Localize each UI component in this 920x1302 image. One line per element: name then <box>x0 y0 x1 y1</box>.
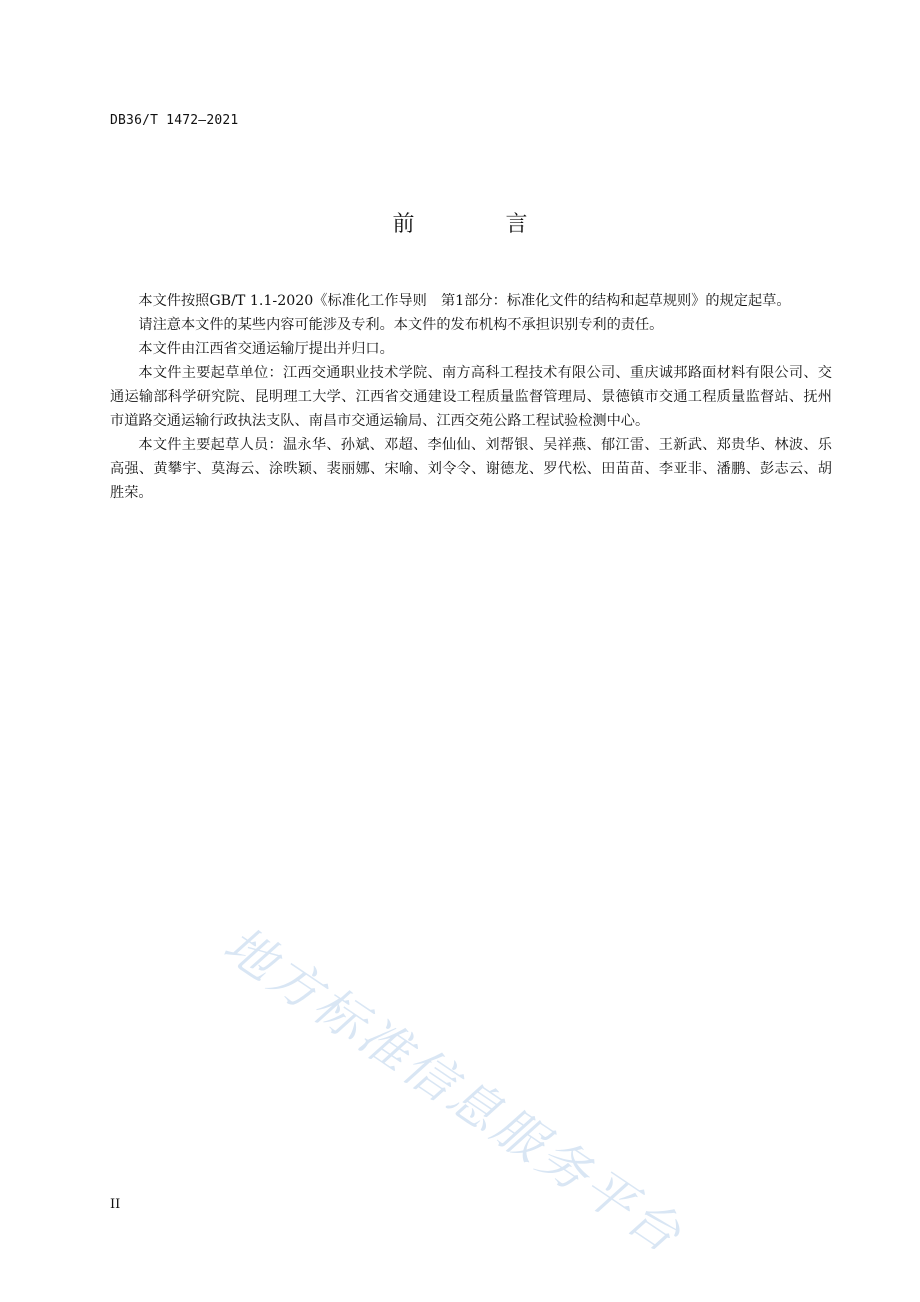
page-title: 前 言 <box>392 212 570 237</box>
paragraph-drafters: 本文件主要起草人员：温永华、孙斌、邓超、李仙仙、刘帮银、吴祥燕、郁江雷、王新武、郑贵华、林波、乐高强、黄攀宇、莫海云、涂昳颖、裴丽娜、宋喻、刘令令、谢德龙、罗代松、田苗苗、李亚非、潘鹏、彭志云、胡胜荣。 <box>110 437 832 501</box>
foreword-body <box>110 289 832 505</box>
paragraph-proposer: 本文件由江西省交通运输厅提出并归口。 <box>138 341 394 357</box>
page-number: II <box>110 1197 121 1212</box>
watermark: 地方标准信息服务平台 <box>213 915 694 1266</box>
paragraph-drafting-units: 本文件主要起草单位：江西交通职业技术学院、南方高科工程技术有限公司、重庆诚邦路面材料有限公司、交通运输部科学研究院、昆明理工大学、江西省交通建设工程质量监督管理局、景德镇市交通工程质量监督站、抚州市道路交通运输行政执法支队、南昌市交通运输局、江西交苑公路工程试验检测中心。 <box>110 365 832 429</box>
standard-code: DB36/T 1472—2021 <box>110 113 239 128</box>
paragraph-standard-basis: 本文件按照GB/T 1.1-2020《标准化工作导则 第1部分：标准化文件的结构和起草规则》的规定起草。 <box>138 293 791 309</box>
paragraph-patent-notice: 请注意本文件的某些内容可能涉及专利。本文件的发布机构不承担识别专利的责任。 <box>138 317 664 333</box>
